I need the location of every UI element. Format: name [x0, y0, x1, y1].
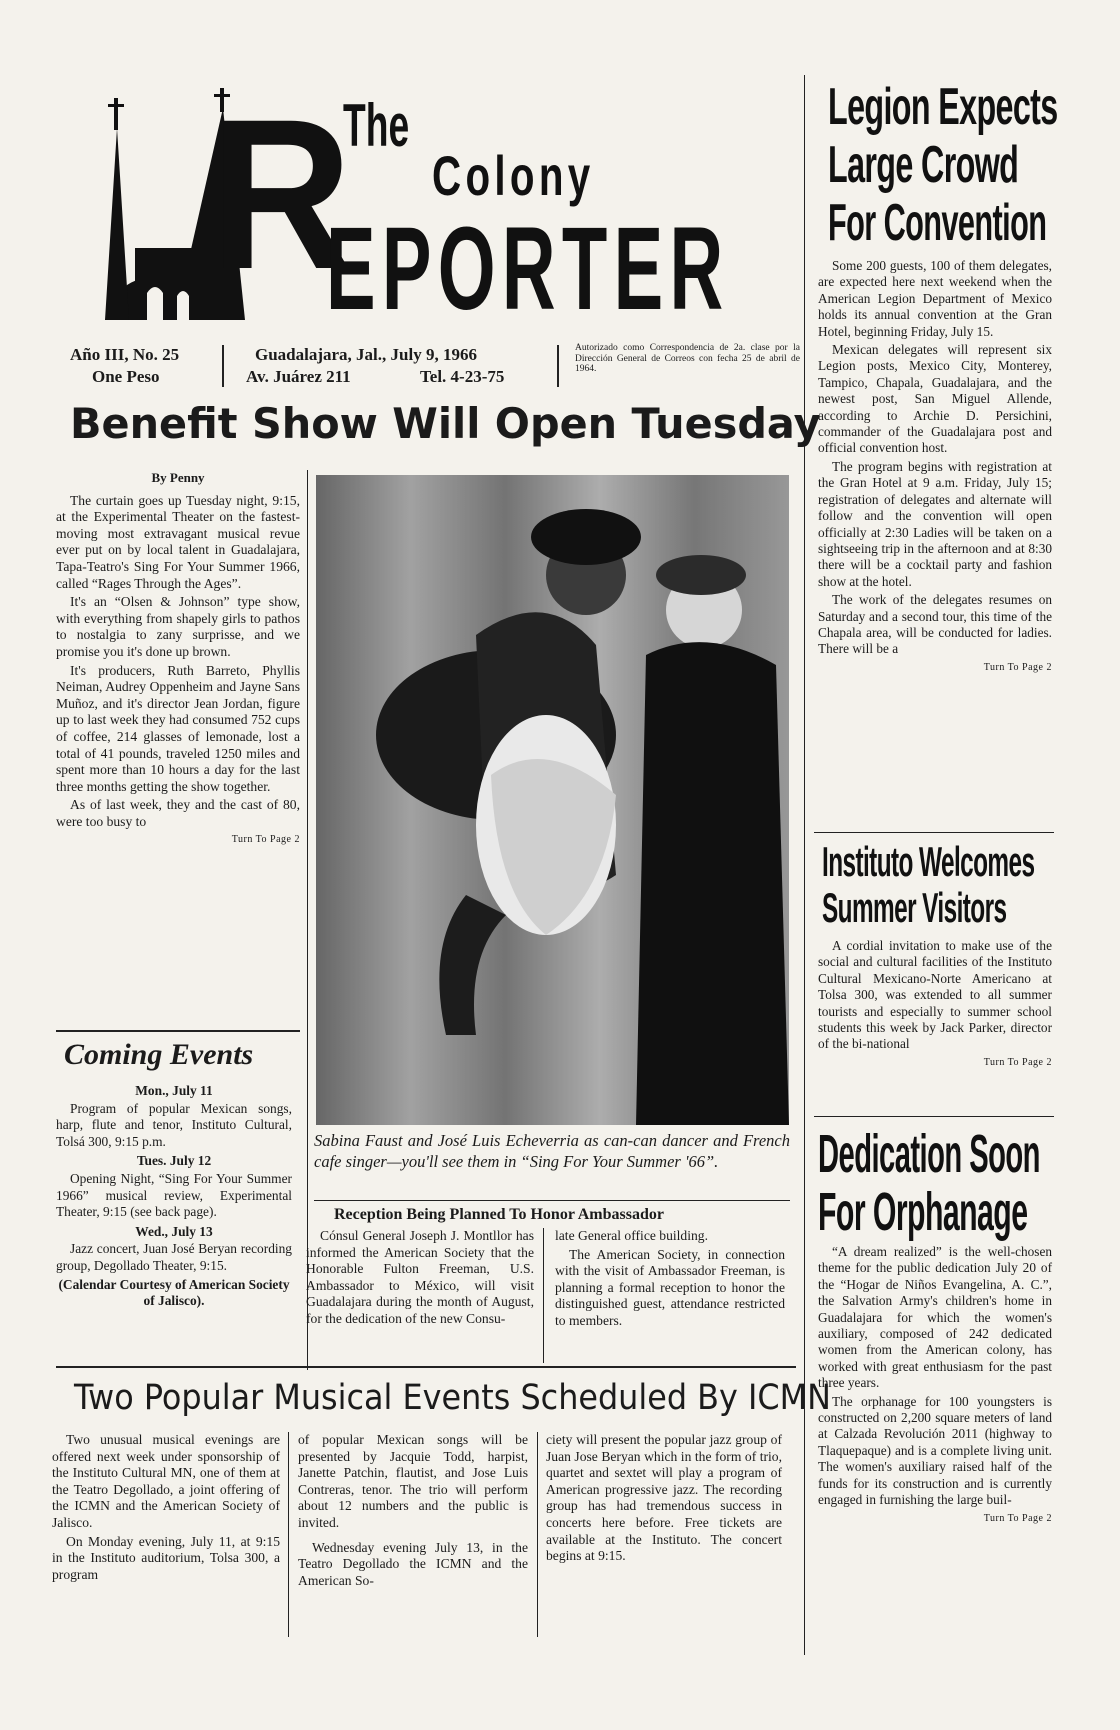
reception-headline: Reception Being Planned To Honor Ambassador — [334, 1206, 664, 1223]
story-paragraph: On Monday evening, July 11, at 9:15 in the Instituto auditorium, Tolsa 300, a program — [52, 1533, 280, 1582]
legion-story — [818, 258, 1052, 676]
dedication-story — [818, 1244, 1052, 1527]
legion-headline-2: Large Crowd — [828, 136, 1019, 194]
street-address: Av. Juárez 211 — [246, 367, 351, 386]
masthead-the: The — [343, 92, 410, 159]
byline: By Penny — [151, 470, 205, 485]
event-date: Tues. July 12 — [136, 1153, 212, 1169]
issue-price: One Peso — [92, 367, 160, 386]
postal-authorization: Autorizado como Correspondencia de 2a. clase por la Dirección General de Correos con fecha 25 de abril de 1964. — [575, 343, 800, 374]
story-paragraph: late General office building. — [555, 1228, 708, 1243]
musical-headline: Two Popular Musical Events Scheduled By ICMN — [74, 1378, 831, 1418]
phone-number: Tel. 4-23-75 — [420, 367, 505, 386]
story-paragraph: Two unusual musical evenings are offered next week under sponsorship of the Instituto Cultural MN, one of them at the Teatro Degollado, a joint offering of the ICMN and the American Society of Jalisco. — [52, 1432, 280, 1530]
masthead-reporter: EPORTER — [326, 203, 730, 335]
can-can-dancer-photo-icon — [316, 475, 789, 1125]
legion-headline-3: For Convention — [828, 194, 1047, 252]
benefit-headline: Benefit Show Will Open Tuesday — [70, 399, 821, 448]
musical-col1 — [52, 1432, 280, 1585]
reception-col2 — [555, 1228, 785, 1332]
coming-events-headline: Coming Events — [64, 1038, 254, 1071]
dedication-headline-1: Dedication Soon — [818, 1124, 1040, 1184]
section-rule — [814, 1116, 1054, 1117]
turn-to-page: Turn To Page 2 — [983, 661, 1052, 673]
masthead-colony: Colony — [432, 144, 595, 207]
story-paragraph: Wednesday evening July 13, in the Teatro Degollado the ICMN and the American So- — [298, 1539, 528, 1588]
benefit-story — [56, 470, 300, 849]
story-paragraph: The orphanage for 100 youngsters is constructed on 2,200 square meters of land at Calzada Revolución 2011 (highway to Tlaquepaque) and is a complete living unit. The women's auxiliary raised half of the funds for its construction and is currently engaged in furnishing the large buil- — [818, 1393, 1052, 1508]
turn-to-page: Turn To Page 2 — [231, 834, 300, 846]
story-paragraph: Cónsul General Joseph J. Montllor has informed the American Society that the Honorable Fulton Freeman, U.S. Ambassador to México, will visit Guadalajara during the month of August, for the dedication of the new Consu- — [306, 1228, 534, 1326]
calendar-courtesy: (Calendar Courtesy of American Society of Jalisco). — [58, 1276, 290, 1309]
turn-to-page: Turn To Page 2 — [983, 1056, 1052, 1068]
story-paragraph: It's an “Olsen & Johnson” type show, with everything from shapely girls to pathos to nostalgia to zany surprisse, and we promise you it's done up brown. — [56, 594, 300, 659]
story-paragraph: The American Society, in connection with the visit of Ambassador Freeman, is planning a formal reception to honor the distinguished guest, attendance restricted to members. — [555, 1246, 785, 1328]
instituto-headline-2: Summer Visitors — [822, 884, 1007, 931]
event-date: Wed., July 13 — [135, 1223, 213, 1239]
story-paragraph: The program begins with registration at the Gran Hotel at 9 a.m. Friday, July 15; registration of delegates and alternate will follow and the convention will open officially at 2:30 Ladies will be taken on a sightseeing trip in the afternoon and at 8:30 there will be a cocktail party and fashion show at the hotel. — [818, 458, 1052, 589]
section-rule — [314, 1200, 790, 1201]
story-paragraph: It's producers, Ruth Barreto, Phyllis Neiman, Audrey Oppenheim and Jayne Sans Muñoz, and it's director Jean Jordan, figure up to last week they had consumed 752 cups of coffee, 214 glasses of lemonade, lost a total of 41 pounds, traveled 1250 miles and spent more than 10 hours a day for the last three months getting the show together. — [56, 662, 300, 794]
instituto-headline-1: Instituto Welcomes — [822, 838, 1035, 885]
event-description: Opening Night, “Sing For Your Summer 1966” musical review, Experimental Theater, 9:15 (see back page). — [56, 1170, 292, 1220]
story-paragraph: As of last week, they and the cast of 80, were too busy to — [56, 797, 300, 829]
event-description: Program of popular Mexican songs, harp, flute and tenor, Instituto Cultural, Tolsá 300, 9:15 p.m. — [56, 1100, 292, 1149]
event-date: Mon., July 11 — [135, 1083, 213, 1098]
section-rule — [814, 832, 1054, 833]
instituto-story — [818, 938, 1052, 1071]
turn-to-page: Turn To Page 2 — [983, 1512, 1052, 1524]
story-paragraph: A cordial invitation to make use of the social and cultural facilities of the Instituto Cultural Mexicano-Norte Americano at Tolsa 300, was extended to all summer tourists and especially to summer school students this week by Jack Parker, director of the bi-national — [818, 938, 1052, 1052]
section-rule — [56, 1366, 796, 1368]
reception-col1 — [306, 1228, 534, 1330]
photo-caption: Sabina Faust and José Luis Echeverria as can-can dancer and French cafe singer—you'll see them in “Sing For Your Summer '66”. — [314, 1131, 790, 1171]
story-paragraph: ciety will present the popular jazz group of Juan Jose Beryan which in the form of trio, quartet and sextet will play a program of American progressive jazz. The recording group has had tremendous success in concerts here before. Free tickets are available at the Instituto. The concert begins at 9:15. — [546, 1432, 782, 1564]
masthead-r-letter: R — [210, 75, 352, 314]
photo — [316, 475, 789, 1125]
issue-number: Año III, No. 25 — [70, 345, 180, 364]
story-paragraph: The work of the delegates resumes on Saturday and a second tour, this time of the Chapala area, will be conducted for ladies. There will be a — [818, 592, 1052, 657]
story-paragraph: of popular Mexican songs will be presented by Jacquie Todd, harpist, Janette Patchin, flautist, and Jose Luis Contreras, tenor. The trio will perform about 12 numbers and the public is invited. — [298, 1432, 528, 1530]
story-paragraph: “A dream realized” is the well-chosen theme for the public dedication July 20 of the “Hogar de Niños Evangelina, A. C.”, the Salvation Army's children's home in Guadalajara for which the women's auxiliary, composed of 242 dedicated women from the American colony, has worked with great enthusiasm for the past three years. — [818, 1244, 1052, 1391]
info-divider — [557, 345, 559, 387]
musical-col3 — [546, 1432, 782, 1567]
column-rule — [537, 1432, 538, 1637]
story-paragraph: Some 200 guests, 100 of them delegates, are expected here next weekend when the American Legion Department of Mexico holds its annual convention at the Gran Hotel, beginning Friday, July 15. — [818, 258, 1052, 339]
section-rule — [56, 1030, 300, 1032]
legion-headline-1: Legion Expects — [828, 78, 1058, 136]
story-paragraph: Mexican delegates will represent six Legion posts, Mexico City, Monterey, Tampico, Chapala, Guadalajara, and the newest post, San Miguel Allende, according to Archie D. Persichini, commander of the Guadalajara post and official convention host. — [818, 342, 1052, 456]
city-date: Guadalajara, Jal., July 9, 1966 — [255, 345, 477, 364]
info-divider — [222, 345, 224, 387]
coming-events-list — [56, 1080, 292, 1310]
event-description: Jazz concert, Juan José Beryan recording group, Degollado Theater, 9:15. — [56, 1241, 292, 1273]
story-paragraph: The curtain goes up Tuesday night, 9:15, at the Experimental Theater on the fastest-moving most extravagant musical revue ever put on by local talent in Guadalajara, Tapa-Teatro's Sing For Your Summer 1966, called “Rages Through the Ages”. — [56, 492, 300, 591]
column-rule — [543, 1228, 544, 1363]
musical-col2 — [298, 1432, 528, 1591]
column-rule — [288, 1432, 289, 1637]
dedication-headline-2: For Orphanage — [818, 1182, 1028, 1242]
